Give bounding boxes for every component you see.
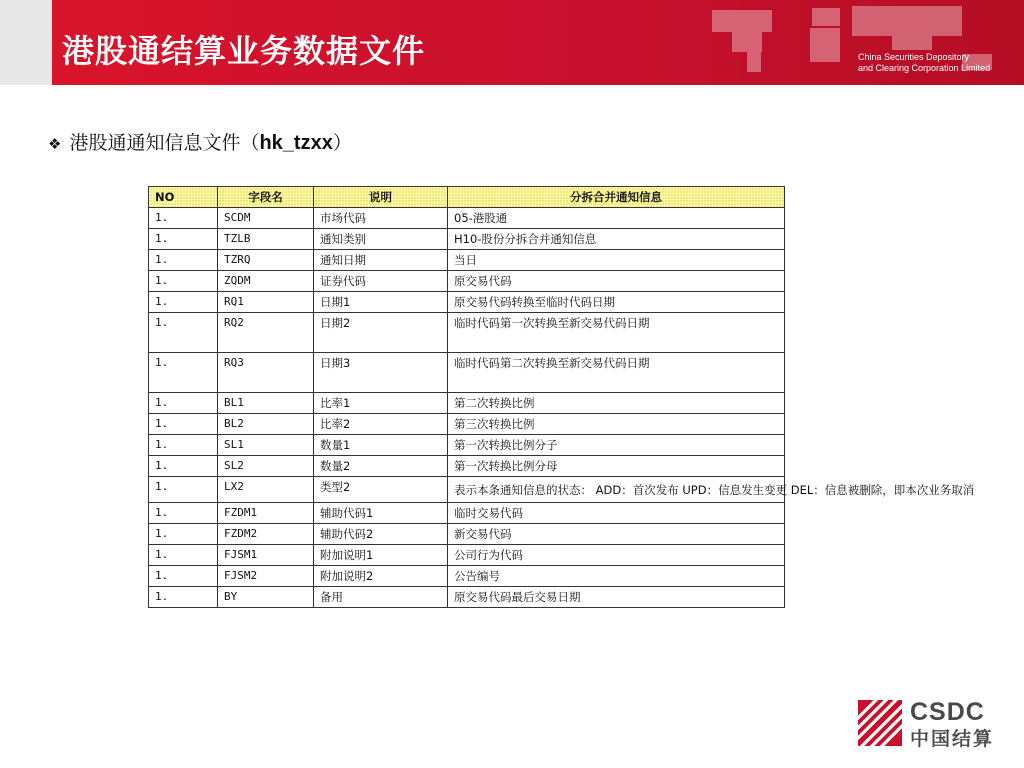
table-row — [149, 477, 785, 503]
table-row — [149, 271, 785, 292]
cell-field: LX2 — [218, 477, 314, 503]
header-bar — [0, 0, 1024, 85]
header-field-name: 字段名 — [218, 187, 314, 208]
cell-desc: 市场代码 — [314, 208, 448, 229]
cell-field: TZRQ — [218, 250, 314, 271]
header-split-merge-info: 分拆合并通知信息 — [448, 187, 785, 208]
table-row — [149, 587, 785, 608]
cell-field: SL1 — [218, 435, 314, 456]
table-row — [149, 566, 785, 587]
csdc-logo — [858, 698, 998, 750]
cell-desc: 备用 — [314, 587, 448, 608]
cell-no: 1. — [149, 229, 218, 250]
table-row — [149, 414, 785, 435]
section-heading-text: 港股通通知信息文件（ — [69, 132, 260, 154]
cell-field: ZQDM — [218, 271, 314, 292]
csdc-logo-mark-icon — [858, 700, 902, 746]
cell-info: 原交易代码 — [448, 271, 785, 292]
cell-no: 1. — [149, 545, 218, 566]
cell-info: 公告编号 — [448, 566, 785, 587]
table-row — [149, 456, 785, 477]
table-row — [149, 503, 785, 524]
cell-field: FJSM1 — [218, 545, 314, 566]
cell-desc: 通知日期 — [314, 250, 448, 271]
cell-desc: 辅助代码2 — [314, 524, 448, 545]
cell-info: 临时交易代码 — [448, 503, 785, 524]
header-no: NO — [149, 187, 218, 208]
cell-no: 1. — [149, 353, 218, 393]
cell-desc: 类型2 — [314, 477, 448, 503]
table-row — [149, 208, 785, 229]
cell-field: SCDM — [218, 208, 314, 229]
company-name-line2: and Clearing Corporation Limited — [858, 63, 991, 73]
cell-info: 原交易代码最后交易日期 — [448, 587, 785, 608]
cell-info: 临时代码第二次转换至新交易代码日期 — [448, 353, 785, 393]
section-heading-code: hk_tzxx — [259, 132, 333, 154]
csdc-logo-chinese: 中国结算 — [910, 728, 995, 750]
page-title: 港股通结算业务数据文件 — [62, 32, 426, 70]
cell-info: 第二次转换比例 — [448, 393, 785, 414]
cell-no: 1. — [149, 292, 218, 313]
table-row — [149, 292, 785, 313]
cell-info: 新交易代码 — [448, 524, 785, 545]
cell-desc: 数量1 — [314, 435, 448, 456]
cell-info: 原交易代码转换至临时代码日期 — [448, 292, 785, 313]
cell-field: TZLB — [218, 229, 314, 250]
cell-no: 1. — [149, 393, 218, 414]
cell-desc: 日期1 — [314, 292, 448, 313]
cell-desc: 比率1 — [314, 393, 448, 414]
cell-field: BL1 — [218, 393, 314, 414]
cell-no: 1. — [149, 456, 218, 477]
cell-field: FZDM2 — [218, 524, 314, 545]
table-row — [149, 250, 785, 271]
section-heading — [48, 128, 352, 155]
cell-info: 05-港股通 — [448, 208, 785, 229]
table-row — [149, 353, 785, 393]
cell-desc: 通知类别 — [314, 229, 448, 250]
company-name-line1: China Securities Depository — [858, 52, 970, 62]
csdc-logo-text: CSDC — [910, 698, 985, 726]
cell-field: FZDM1 — [218, 503, 314, 524]
cell-desc: 数量2 — [314, 456, 448, 477]
field-table — [148, 186, 975, 608]
cell-info: H10-股份分拆合并通知信息 — [448, 229, 785, 250]
cell-no: 1. — [149, 524, 218, 545]
cell-info: 表示本条通知信息的状态： ADD：首次发布 UPD：信息发生变更 DEL：信息被删除，即本次业务取消 — [448, 477, 785, 503]
cell-info: 当日 — [448, 250, 785, 271]
cell-info: 第三次转换比例 — [448, 414, 785, 435]
cell-desc: 证券代码 — [314, 271, 448, 292]
cell-field: BL2 — [218, 414, 314, 435]
cell-info: 第一次转换比例分子 — [448, 435, 785, 456]
table-row — [149, 435, 785, 456]
cell-no: 1. — [149, 587, 218, 608]
table-row — [149, 524, 785, 545]
cell-desc: 辅助代码1 — [314, 503, 448, 524]
table-row — [149, 393, 785, 414]
cell-desc: 日期3 — [314, 353, 448, 393]
section-heading-close: ） — [332, 132, 352, 154]
cell-no: 1. — [149, 250, 218, 271]
cell-desc: 日期2 — [314, 313, 448, 353]
cell-info: 公司行为代码 — [448, 545, 785, 566]
cell-desc: 附加说明1 — [314, 545, 448, 566]
table-row — [149, 545, 785, 566]
cell-desc: 比率2 — [314, 414, 448, 435]
cell-no: 1. — [149, 435, 218, 456]
cell-no: 1. — [149, 208, 218, 229]
cell-field: RQ3 — [218, 353, 314, 393]
table-row — [149, 229, 785, 250]
table-row — [149, 313, 785, 353]
cell-no: 1. — [149, 414, 218, 435]
diamond-bullet-icon: ❖ — [48, 135, 62, 153]
cell-field: FJSM2 — [218, 566, 314, 587]
cell-field: RQ2 — [218, 313, 314, 353]
cell-info: 第一次转换比例分母 — [448, 456, 785, 477]
cell-desc: 附加说明2 — [314, 566, 448, 587]
cell-field: BY — [218, 587, 314, 608]
cell-no: 1. — [149, 566, 218, 587]
header-description: 说明 — [314, 187, 448, 208]
cell-no: 1. — [149, 271, 218, 292]
cell-field: RQ1 — [218, 292, 314, 313]
cell-info: 临时代码第一次转换至新交易代码日期 — [448, 313, 785, 353]
table-header-row — [149, 187, 785, 208]
cell-no: 1. — [149, 313, 218, 353]
cell-no: 1. — [149, 503, 218, 524]
cell-field: SL2 — [218, 456, 314, 477]
cell-no: 1. — [149, 477, 218, 503]
